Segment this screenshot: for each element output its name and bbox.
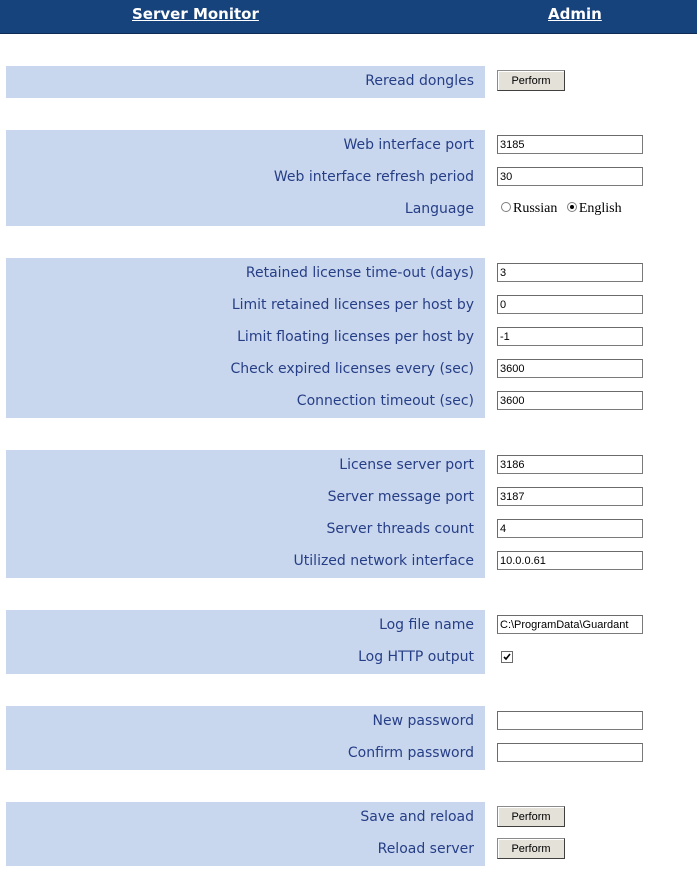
message-port-input[interactable]	[497, 487, 643, 506]
limit-retained-label: Limit retained licenses per host by	[231, 297, 474, 313]
row-network-interface	[0, 546, 697, 578]
new-password-label: New password	[372, 713, 474, 729]
limit-floating-input[interactable]	[497, 327, 643, 346]
row-license-port	[0, 450, 697, 482]
row-new-password	[0, 706, 697, 738]
limit-floating-label: Limit floating licenses per host by	[237, 329, 474, 345]
row-reread-dongles	[0, 66, 697, 98]
log-file-label: Log file name	[379, 617, 474, 633]
network-interface-input[interactable]	[497, 551, 643, 570]
row-limit-retained	[0, 290, 697, 322]
reload-server-label: Reload server	[377, 841, 474, 857]
check-expired-label: Check expired licenses every (sec)	[230, 361, 474, 377]
row-language	[0, 194, 697, 226]
web-refresh-label: Web interface refresh period	[273, 169, 474, 185]
row-log-http	[0, 642, 697, 674]
log-file-input[interactable]	[497, 615, 643, 634]
reread-dongles-label: Reread dongles	[365, 73, 474, 89]
row-connection-timeout	[0, 386, 697, 418]
row-limit-floating	[0, 322, 697, 354]
retained-timeout-input[interactable]	[497, 263, 643, 282]
web-port-input[interactable]	[497, 135, 643, 154]
reload-server-button[interactable]: Perform	[497, 838, 565, 859]
language-label: Language	[404, 201, 474, 217]
row-reload-server	[0, 834, 697, 866]
save-reload-button[interactable]: Perform	[497, 806, 565, 827]
reread-dongles-button[interactable]: Perform	[497, 70, 565, 91]
row-retained-timeout	[0, 258, 697, 290]
limit-retained-input[interactable]	[497, 295, 643, 314]
license-port-label: License server port	[339, 457, 474, 473]
top-nav-bar	[0, 0, 697, 34]
nav-link-admin[interactable]: Admin	[548, 5, 602, 23]
row-web-port	[0, 130, 697, 162]
row-message-port	[0, 482, 697, 514]
checkmark-icon	[503, 653, 511, 661]
row-web-refresh	[0, 162, 697, 194]
row-check-expired	[0, 354, 697, 386]
threads-input[interactable]	[497, 519, 643, 538]
language-english-label: English	[578, 201, 622, 216]
web-port-label: Web interface port	[343, 137, 474, 153]
new-password-input[interactable]	[497, 711, 643, 730]
language-radio-group	[501, 201, 628, 217]
confirm-password-input[interactable]	[497, 743, 643, 762]
log-http-checkbox[interactable]	[501, 651, 513, 663]
license-port-input[interactable]	[497, 455, 643, 474]
check-expired-input[interactable]	[497, 359, 643, 378]
row-threads	[0, 514, 697, 546]
message-port-label: Server message port	[327, 489, 474, 505]
connection-timeout-input[interactable]	[497, 391, 643, 410]
retained-timeout-label: Retained license time-out (days)	[245, 265, 474, 281]
log-http-label: Log HTTP output	[358, 649, 474, 665]
row-confirm-password	[0, 738, 697, 770]
confirm-password-label: Confirm password	[347, 745, 474, 761]
connection-timeout-label: Connection timeout (sec)	[296, 393, 474, 409]
row-save-reload	[0, 802, 697, 834]
save-reload-label: Save and reload	[360, 809, 474, 825]
language-radio-english[interactable]	[567, 202, 577, 212]
network-interface-label: Utilized network interface	[293, 553, 474, 569]
language-russian-label: Russian	[513, 201, 558, 216]
nav-link-server-monitor[interactable]: Server Monitor	[132, 5, 259, 23]
threads-label: Server threads count	[326, 521, 474, 537]
row-log-file	[0, 610, 697, 642]
language-radio-russian[interactable]	[501, 202, 511, 212]
web-refresh-input[interactable]	[497, 167, 643, 186]
